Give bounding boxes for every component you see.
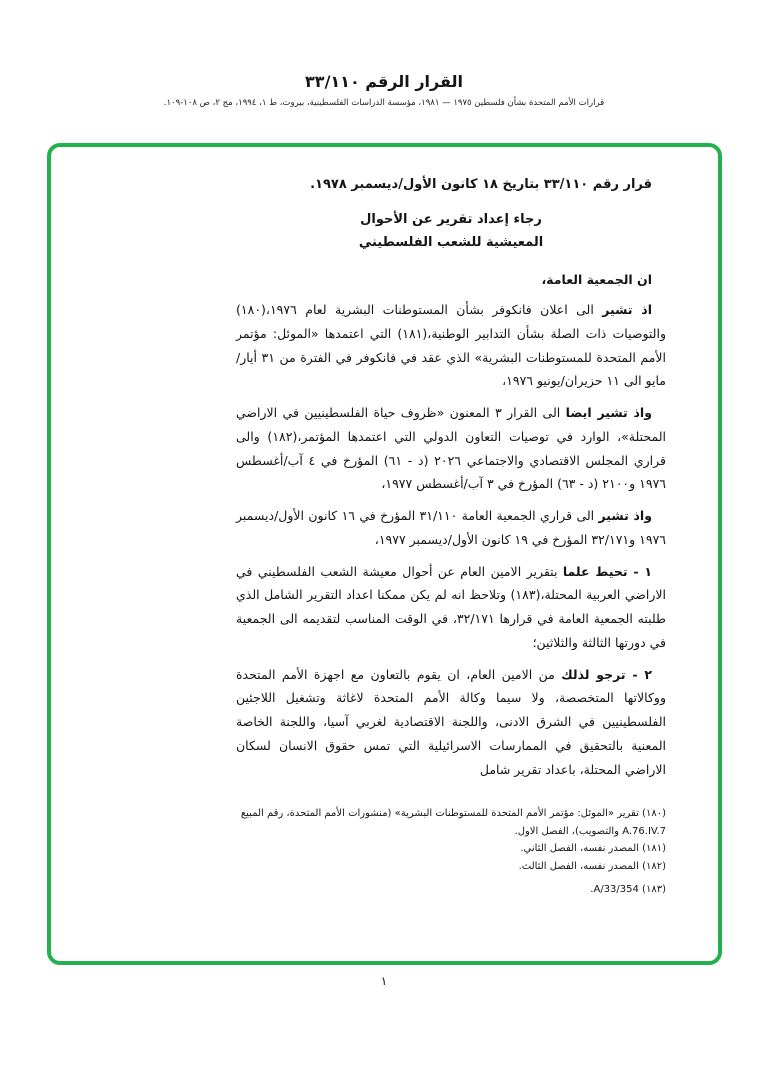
resolution-paragraph-3: [236, 504, 666, 552]
resolution-subtitle-line-2: المعيشية للشعب الفلسطيني: [358, 235, 544, 251]
paragraph-text: الى القرار ٣ المعنون «ظروف حياة الفلسطينيين في الاراضي المحتلة»، الوارد في توصيات التعاون الدولي التي اعتمدها المؤتمر،(١٨٢) والى قراري المجلس الاقتصادي والاجتماعي ٢٠٢٦ (د - ٦١) المؤرخ في ٤ آب/أغسطس ١٩٧٦ و٢١٠٠ (د - ٦٣) المؤرخ في ٣ آب/أغسطس ١٩٧٧،: [236, 405, 667, 492]
paragraph-lead: واذ تشير ايضا: [565, 405, 652, 421]
footnote-180: (١٨٠) تقرير «الموئل: مؤتمر الأمم المتحدة للمستوطنات البشرية» (منشورات الأمم المتحدة، رقم المبيع A.76.IV.7 والتصويب)، الفصل الاول.: [240, 808, 666, 837]
paragraph-text: من الامين العام، ان يقوم بالتعاون مع اجهزة الأمم المتحدة ووكالاتها المتخصصة، ولا سيما وكالة الأمم المتحدة لاغاثة وتشغيل اللاجئين الفلسطينيين في الشرق الادنى، واللجنة الاقتصادية لغربي آسيا، واللجنة الخاصة المعنية بالتحقيق في الممارسات الاسرائيلية التي تمس حقوق الانسان لسكان الاراضي المحتلة، باعداد تقرير شامل: [236, 666, 666, 777]
paragraph-lead: ٢ - ترجو لذلك: [561, 666, 652, 682]
resolution-subtitle-line-1: رجاء إعداد تقرير عن الأحوال: [360, 211, 542, 227]
paragraph-lead: ١ - تحيط علما: [562, 563, 652, 579]
footnote-182: (١٨٢) المصدر نفسه، الفصل الثالث.: [518, 860, 666, 872]
resolution-paragraph-5: [236, 663, 666, 782]
page-number: ١: [380, 974, 388, 988]
paragraph-text: الى اعلان فانكوفر بشأن المستوطنات البشرية لعام ١٩٧٦،(١٨٠) والتوصيات ذات الصلة بشأن التدابير الوطنية،(١٨١) التي اعتمدها «الموئل: مؤتمر الأمم المتحدة للمستوطنات البشرية» الذي عقد في فانكوفر في الفترة من ٣١ أيار/مايو الى ١١ حزيران/يونيو ١٩٧٦،: [236, 302, 667, 389]
resolution-heading: قرار رقم ٣٣/١١٠ بتاريخ ١٨ كانون الأول/ديسمبر ١٩٧٨.: [310, 177, 652, 192]
resolution-paragraph-2: [236, 401, 666, 496]
preamble-opening: ان الجمعية العامة،: [541, 272, 652, 288]
resolution-paragraph-4: [236, 560, 666, 655]
resolution-paragraph-1: [236, 298, 666, 393]
paragraph-text: بتقرير الامين العام عن أحوال معيشة الشعب الفلسطيني في الاراضي العربية المحتلة،(١٨٣) وتلاحظ انه لم يكن ممكنا اعداد التقرير الشامل الذي طلبته الجمعية العامة في قرارها ٣٢/١٧١، في الوقت المناسب لتقديمه الى الجمعية في دورتها الثالثة والثلاثين؛: [236, 563, 667, 650]
paragraph-lead: واذ تشير: [598, 508, 652, 524]
resolution-body: [236, 173, 666, 899]
green-border-frame: [47, 143, 722, 965]
page-header: [0, 72, 768, 108]
document-title: القرار الرقم ٣٣/١١٠: [305, 72, 463, 91]
footnote-181: (١٨١) المصدر نفسه، الفصل الثاني.: [520, 843, 666, 855]
paragraph-text: الى قراري الجمعية العامة ٣١/١١٠ المؤرخ في ١٦ كانون الأول/ديسمبر ١٩٧٦ و٣٢/١٧١ المؤرخ في ١٩ كانون الأول/ديسمبر ١٩٧٧،: [236, 508, 666, 547]
footnotes-section: [236, 805, 666, 899]
paragraph-lead: اذ تشير: [602, 302, 652, 318]
source-citation-line: قرارات الأمم المتحدة بشأن فلسطين ١٩٧٥ — ١٩٨١، مؤسسة الدراسات الفلسطينية، بيروت، ط ١، ١٩٩٤، مج ٢، ص ١٠٨-١٠٩.: [163, 98, 605, 108]
footnote-183: (١٨٣) A/33/354.: [590, 884, 666, 896]
